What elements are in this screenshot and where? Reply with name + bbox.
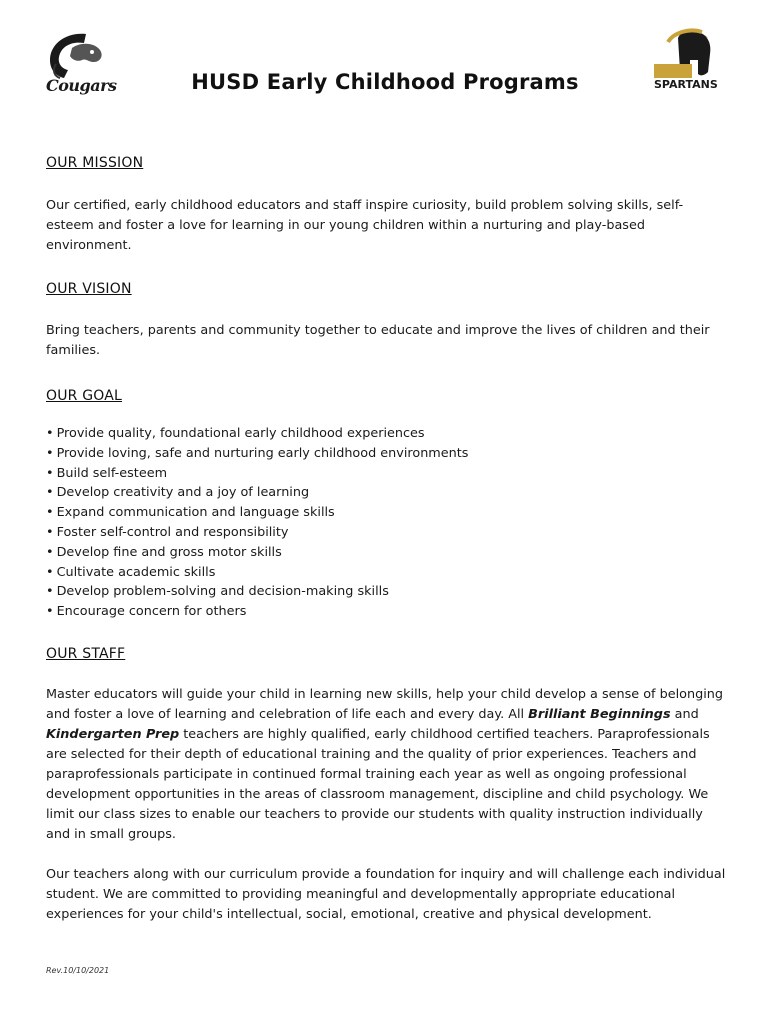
goal-item: • Develop problem-solving and decision-making skills — [46, 582, 468, 602]
staff-text-part: and — [670, 707, 699, 722]
goal-item: • Foster self-control and responsibility — [46, 523, 468, 543]
goal-item: • Cultivate academic skills — [46, 563, 468, 583]
goal-item: • Provide quality, foundational early childhood experiences — [46, 424, 468, 444]
staff-text-part: Master educators will guide your child in learning new skills, help your child develop a sense of belonging and foster a love of learning and celebration of life each and every day. All — [46, 687, 724, 722]
mission-heading: OUR MISSION — [46, 155, 144, 171]
revision-date: Rev.10/10/2021 — [46, 966, 110, 975]
goal-item: • Expand communication and language skills — [46, 503, 468, 523]
program-name-kindergarten-prep: Kindergarten Prep — [46, 727, 180, 742]
goal-item: • Build self-esteem — [46, 464, 468, 484]
staff-paragraph-1 — [46, 685, 726, 845]
staff-paragraph-2: Our teachers along with our curriculum provide a foundation for inquiry and will challenge each individual student. We are committed to providing meaningful and developmentally appropriate educational experiences for your child's intellectual, social, emotional, creative and physical development. — [46, 867, 726, 922]
goal-item: • Provide loving, safe and nurturing early childhood environments — [46, 444, 468, 464]
staff-heading: OUR STAFF — [46, 646, 126, 662]
mission-text: Our certified, early childhood educators and staff inspire curiosity, build problem solving skills, self-esteem and foster a love for learning in our young children within a nurturing and play-based environment. — [46, 198, 684, 253]
cougars-logo-text: Cougars — [46, 76, 117, 95]
goal-item: • Develop fine and gross motor skills — [46, 543, 468, 563]
page-title: HUSD Early Childhood Programs — [191, 70, 579, 94]
vision-heading: OUR VISION — [46, 281, 132, 297]
goal-item: • Develop creativity and a joy of learning — [46, 483, 468, 503]
goal-list — [46, 424, 468, 622]
vision-text: Bring teachers, parents and community together to educate and improve the lives of children and their families. — [46, 323, 710, 358]
goal-heading: OUR GOAL — [46, 388, 123, 404]
staff-text-part: teachers are highly qualified, early childhood certified teachers. Paraprofessionals are selected for their depth of educational training and the quality of prior experiences. Teachers and paraprofessionals participate in continued formal training each year as well as ongoing professional development opportunities in the areas of classroom management, discipline and child psychology. We limit our class sizes to enable our teachers to provide our students with quality instruction individually and in small groups. — [46, 727, 710, 842]
spartans-logo-text: SPARTANS — [654, 78, 718, 91]
program-name-brilliant-beginnings: Brilliant Beginnings — [528, 707, 671, 722]
goal-item: • Encourage concern for others — [46, 602, 468, 622]
spartans-logo — [646, 28, 730, 98]
